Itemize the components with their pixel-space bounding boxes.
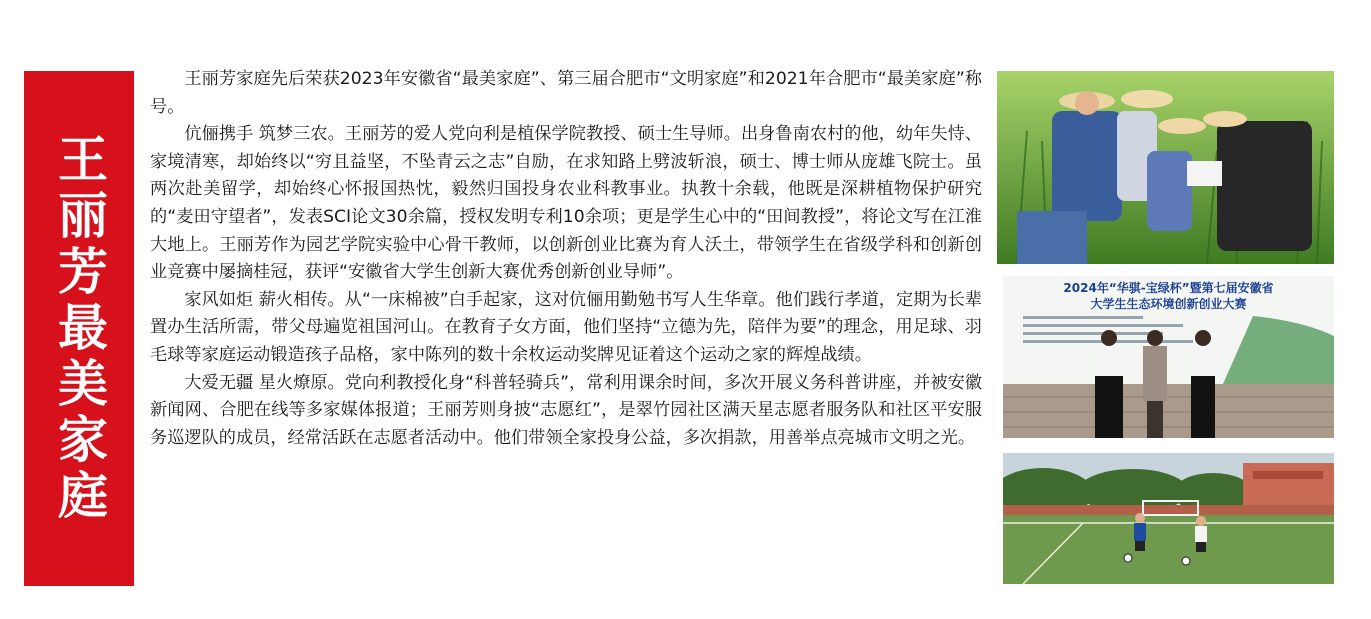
paragraph-volunteer: 大爱无疆 星火燎原。党向利教授化身“科普轻骑兵”，常利用课余时间，多次开展义务科普讲座，并被安徽新闻网、合肥在线等多家媒体报道；王丽芳则身披“志愿红”，是翠竹园社区满天星志愿者服务队和社区平安服务巡逻队的成员，经常活跃在志愿者活动中。他们带领全家投身公益，多次捐款，用善举点亮城市文明之光。	[150, 372, 982, 448]
side-title: 王丽芳最美家庭	[50, 132, 109, 525]
photo-rice-field	[997, 71, 1334, 264]
photo-family-soccer	[1003, 453, 1334, 584]
article-body	[150, 66, 982, 452]
award-banner-line1: 2024年“华骐-宝绿杯”暨第七届安徽省	[1063, 281, 1274, 295]
paragraph-career: 伉俪携手 筑梦三农。王丽芳的爱人党向利是植保学院教授、硕士生导师。出身鲁南农村的他，幼年失恃、家境清寒，却始终以“穷且益坚，不坠青云之志”自励，在求知路上劈波斩浪，硕士、博士师从庞雄飞院士。虽两次赴美留学，却始终心怀报国热忱，毅然归国投身农业科教事业。执教十余载，他既是深耕植物保护研究的“麦田守望者”，发表SCI论文30余篇，授权发明专利10余项；更是学生心中的“田间教授”，将论文写在江淮大地上。王丽芳作为园艺学院实验中心骨干教师，以创新创业比赛为育人沃土，带领学生在省级学科和创新创业竞赛中屡摘桂冠，获评“安徽省大学生创新大赛优秀创新创业导师”。	[150, 124, 982, 283]
paragraph-honors: 王丽芳家庭先后荣获2023年安徽省“最美家庭”、第三届合肥市“文明家庭”和2021年合肥市“最美家庭”称号。	[150, 69, 982, 117]
award-banner-line2: 大学生生态环境创新创业大赛	[1090, 297, 1247, 311]
photo-award-ceremony	[1003, 276, 1334, 438]
side-title-banner	[24, 71, 134, 586]
paragraph-family: 家风如炬 薪火相传。从“一床棉被”白手起家，这对伉俪用勤勉书写人生华章。他们践行孝道，定期为长辈置办生活所需，带父母遍览祖国河山。在教育子女方面，他们坚持“立德为先，陪伴为要”的理念，用足球、羽毛球等家庭运动锻造孩子品格，家中陈列的数十余枚运动奖牌见证着这个运动之家的辉煌战绩。	[150, 289, 982, 365]
